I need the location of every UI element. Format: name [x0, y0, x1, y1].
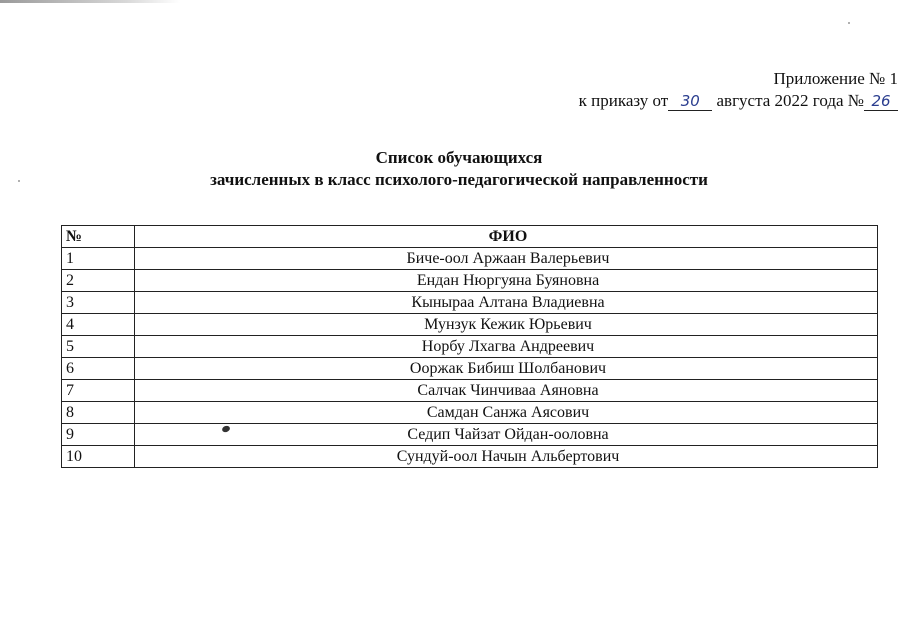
scan-edge-artifact	[0, 0, 180, 3]
row-number: 7	[62, 380, 135, 402]
table-row	[62, 402, 878, 424]
student-name: Биче-оол Аржаан Валерьевич	[135, 248, 878, 270]
order-day-handwritten: 30	[668, 92, 712, 111]
row-number: 3	[62, 292, 135, 314]
table-header-row	[62, 226, 878, 248]
row-number: 10	[62, 446, 135, 468]
table-row	[62, 446, 878, 468]
order-reference	[579, 90, 898, 112]
title-line-2: зачисленных в класс психолого-педагогической направленности	[210, 170, 708, 189]
table-row	[62, 380, 878, 402]
student-name: Салчак Чинчиваа Аяновна	[135, 380, 878, 402]
row-number: 1	[62, 248, 135, 270]
order-number-handwritten: 26	[864, 92, 898, 111]
table-row	[62, 336, 878, 358]
row-number: 8	[62, 402, 135, 424]
header-fio: ФИО	[135, 226, 878, 248]
row-number: 6	[62, 358, 135, 380]
students-table	[61, 225, 878, 468]
appendix-header	[579, 68, 898, 112]
student-name: Мунзук Кежик Юрьевич	[135, 314, 878, 336]
row-number: 4	[62, 314, 135, 336]
student-name: Самдан Санжа Аясович	[135, 402, 878, 424]
title-line-1: Список обучающихся	[375, 148, 543, 167]
student-name: Кынырaa Алтана Владиевна	[135, 292, 878, 314]
student-name: Норбу Лхагва Андреевич	[135, 336, 878, 358]
scan-speck	[848, 22, 850, 24]
table-row	[62, 424, 878, 446]
order-prefix: к приказу от	[578, 91, 669, 110]
table-row	[62, 248, 878, 270]
header-number: №	[62, 226, 135, 248]
table-row	[62, 270, 878, 292]
student-name: Ендан Нюргуяна Буяновна	[135, 270, 878, 292]
student-name: Седип Чайзат Ойдан-ооловна	[135, 424, 878, 446]
row-number: 2	[62, 270, 135, 292]
order-middle: августа 2022 года №	[716, 91, 864, 110]
row-number: 9	[62, 424, 135, 446]
student-name: Ооржак Бибиш Шолбанович	[135, 358, 878, 380]
document-title	[0, 147, 918, 191]
table-row	[62, 314, 878, 336]
appendix-label: Приложение № 1	[773, 69, 898, 88]
row-number: 5	[62, 336, 135, 358]
student-name: Сундуй-оол Начын Альбертович	[135, 446, 878, 468]
table-row	[62, 292, 878, 314]
table-row	[62, 358, 878, 380]
